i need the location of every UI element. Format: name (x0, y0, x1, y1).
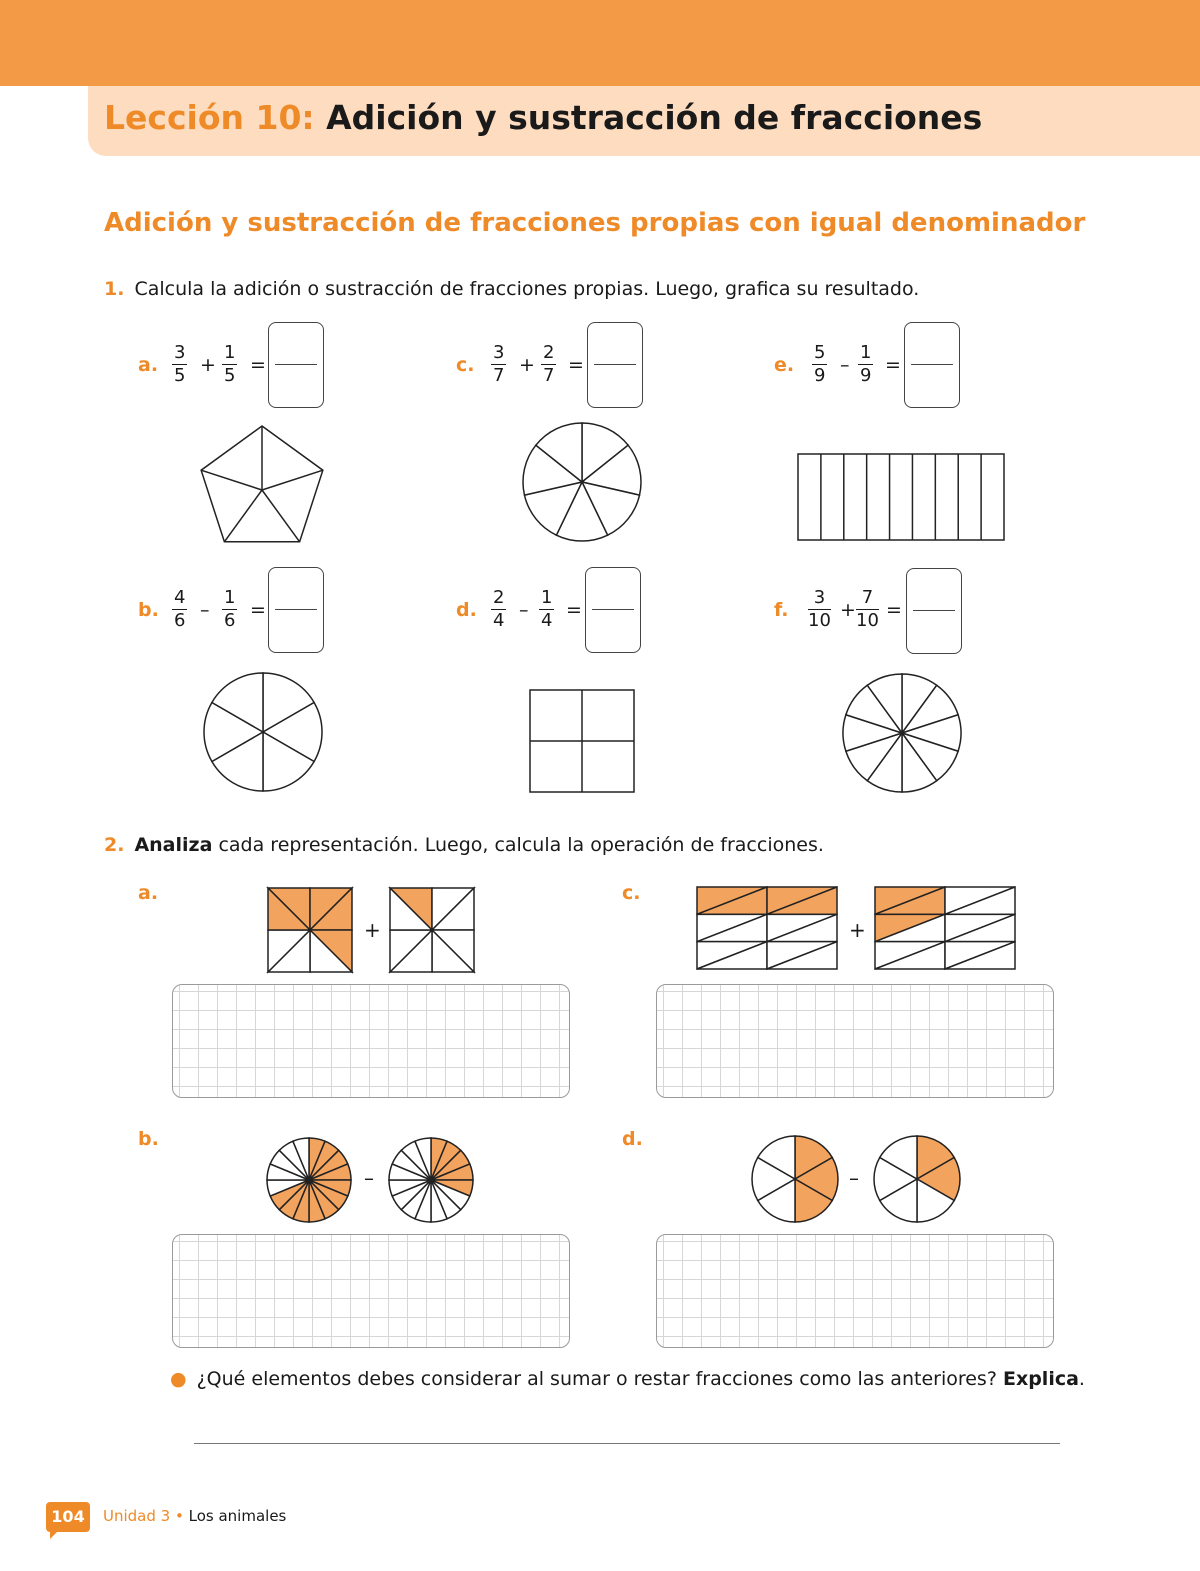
operator: + (519, 354, 535, 376)
answer-box[interactable] (904, 322, 960, 408)
exercise-label: d. (456, 599, 477, 621)
answer-box[interactable] (585, 567, 641, 653)
answer-line[interactable] (194, 1443, 1060, 1444)
circle-16-left (265, 1136, 353, 1224)
operator: + (200, 354, 216, 376)
work-grid[interactable] (172, 1234, 570, 1348)
fraction: $\frac{2}{7}$ (543, 342, 555, 386)
fraction: $\frac{2}{4}$ (493, 587, 505, 631)
exercise-label: f. (774, 599, 789, 621)
plus-sign: + (849, 918, 866, 942)
exercise-label: b. (138, 599, 159, 621)
page-number: 104 (46, 1502, 90, 1532)
bullet-icon: ● (170, 1368, 187, 1390)
fraction: $\frac{4}{6}$ (174, 587, 186, 631)
q2-text: cada representación. Luego, calcula la operación de fracciones. (212, 834, 824, 856)
pentagon-figure[interactable] (190, 420, 340, 550)
rect-12-left (695, 885, 839, 971)
answer-box[interactable] (906, 568, 962, 654)
fraction: $\frac{1}{4}$ (541, 587, 553, 631)
minus-sign: – (849, 1166, 859, 1190)
page-title (104, 98, 982, 137)
fraction: $\frac{5}{9}$ (814, 342, 826, 386)
lesson-number: Lección 10: (104, 98, 315, 137)
exercise-label: b. (138, 1128, 159, 1150)
equals: = (886, 599, 902, 621)
plus-sign: + (364, 918, 381, 942)
fraction: $\frac{3}{5}$ (174, 342, 186, 386)
equals: = (568, 354, 584, 376)
exercise-label: c. (456, 354, 475, 376)
minus-sign: – (364, 1166, 374, 1190)
exercise-label: e. (774, 354, 795, 376)
footer-unit: Unidad 3 • Los animales (103, 1507, 287, 1525)
q1-instruction (104, 278, 919, 300)
answer-box[interactable] (268, 567, 324, 653)
answer-box[interactable] (268, 322, 324, 408)
operator: + (840, 599, 856, 621)
fraction: $\frac{1}{6}$ (224, 587, 236, 631)
fraction: $\frac{1}{9}$ (860, 342, 872, 386)
reflection-question: ● ¿Qué elementos debes considerar al sumar o restar fracciones como las anteriores? Explica. (170, 1368, 1085, 1390)
rect-12-right (873, 885, 1017, 971)
q2-instruction (104, 834, 824, 856)
circle-6-figure[interactable] (193, 662, 333, 802)
answer-box[interactable] (587, 322, 643, 408)
fraction: $\frac{7}{10}$ (856, 587, 879, 631)
exercise-label: a. (138, 882, 159, 904)
q1-number: 1. (104, 278, 125, 300)
work-grid[interactable] (656, 984, 1054, 1098)
fraction: $\frac{3}{10}$ (808, 587, 831, 631)
exercise-label: d. (622, 1128, 643, 1150)
circle-10-figure[interactable] (832, 663, 972, 803)
square-4-figure[interactable] (528, 688, 638, 796)
equals: = (250, 599, 266, 621)
rectangle-9-figure[interactable] (796, 452, 1008, 544)
operator: – (519, 599, 529, 621)
work-grid[interactable] (172, 984, 570, 1098)
work-grid[interactable] (656, 1234, 1054, 1348)
square-8-left (266, 886, 354, 974)
rectangle-outline (798, 454, 1004, 540)
operator: – (840, 354, 850, 376)
operator: – (200, 599, 210, 621)
equals: = (250, 354, 266, 376)
section-title: Adición y sustracción de fracciones propias con igual denominador (104, 208, 1086, 238)
equals: = (566, 599, 582, 621)
lesson-title: Adición y sustracción de fracciones (326, 98, 983, 137)
fraction: $\frac{1}{5}$ (224, 342, 236, 386)
exercise-label: c. (622, 882, 641, 904)
square-8-right (388, 886, 476, 974)
q1-text: Calcula la adición o sustracción de fracciones propias. Luego, grafica su resultado. (134, 278, 920, 300)
circle-6-right (872, 1134, 962, 1224)
fraction: $\frac{3}{7}$ (493, 342, 505, 386)
q2-bold: Analiza (134, 834, 213, 856)
circle-6-left (750, 1134, 840, 1224)
exercise-label: a. (138, 354, 159, 376)
circle-16-right (387, 1136, 475, 1224)
circle-7-figure[interactable] (512, 416, 652, 556)
q2-number: 2. (104, 834, 125, 856)
top-color-band (0, 0, 1200, 86)
equals: = (885, 354, 901, 376)
